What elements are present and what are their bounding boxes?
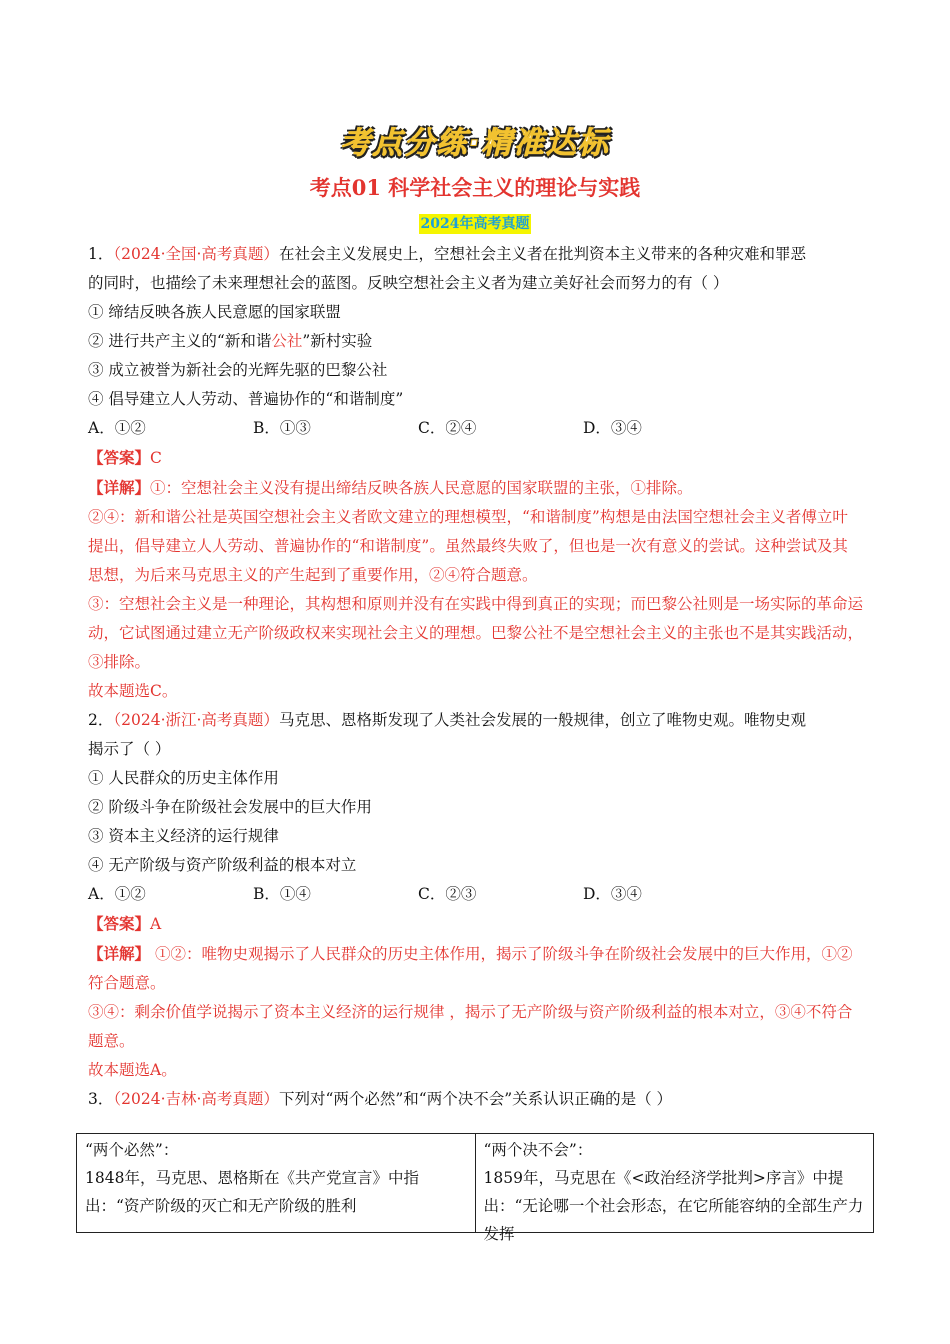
q2-stem-line2: 揭示了（ ） [88, 740, 171, 758]
table-row [77, 1134, 874, 1233]
q3-right-cell-content [483, 1136, 866, 1243]
q3-left-cell [77, 1134, 476, 1233]
q1-option-b: B．①③ [253, 419, 311, 437]
q1-detail-text-1: ①：空想社会主义没有提出缔结反映各族人民意愿的国家联盟的主张，①排除。 [150, 479, 693, 497]
section-banner: 考点分练·精准达标 [340, 126, 610, 161]
q1-answer-tag: 【答案】 [88, 448, 151, 467]
q2-detail-3: 故本题选A。 [88, 1061, 177, 1079]
q2-detail-1 [88, 939, 863, 998]
q1-detail-2: ②④：新和谐公社是英国空想社会主义者欧文建立的理想模型，“和谐制度”构想是由法国空想社会主义者傅立叶提出，倡导建立人人劳动、普遍协作的“和谐制度”。虽然最终失败了，但也是一次有意义的尝试。这种尝试及其思想，为后来马克思主义的产生起到了重要作用，②④符合题意。 [88, 508, 848, 584]
q1-options [88, 414, 863, 443]
question-content [88, 240, 863, 1114]
q1-option-a: A．①② [88, 419, 146, 437]
q1-number: 1． [88, 245, 114, 263]
q1-stem-a: 在社会主义发展史上，空想社会主义者在批判资本主义带来的各种灾难和罪恶 [278, 245, 806, 263]
q3-right-text: 1859年，马克思在《<政治经济学批判>序言》中提出：“无论哪一个社会形态，在它所能容纳的全部生产力发挥 [483, 1169, 864, 1243]
q2-option-b: B．①④ [253, 885, 311, 903]
q1-detail-4: 故本题选C。 [88, 682, 178, 700]
q3-table [76, 1133, 874, 1243]
q2-option-c: C．②③ [418, 885, 477, 903]
q1-detail-1 [88, 473, 863, 503]
q3-right-cell [475, 1134, 874, 1243]
q1-detail-3: ③：空想社会主义是一种理论，其构想和原则并没有在实践中得到真正的实现；而巴黎公社则是一场实际的革命运动，它试图通过建立无产阶级政权来实现社会主义的理想。巴黎公社不是空想社会主义的主张也不是其实践活动，③排除。 [88, 595, 864, 671]
q1-detail-tag: 【详解】 [88, 478, 151, 497]
q3-number: 3． [88, 1090, 114, 1108]
q2-option-d: D．③④ [583, 885, 642, 903]
subtitle-highlight: 2024年高考真题 [420, 216, 530, 232]
q2-answer [88, 909, 863, 939]
q2-item-3: ③ 资本主义经济的运行规律 [88, 827, 279, 845]
q3-left-heading: “两个必然”： [85, 1141, 179, 1159]
q1-stem-line1 [88, 240, 863, 269]
page-title: 考点01 科学社会主义的理论与实践 [309, 175, 641, 200]
q2-stem-line1 [88, 706, 863, 735]
q1-item-2-head: ② 进行共产主义的“新和谐 [88, 332, 272, 350]
q3-stem [88, 1085, 863, 1114]
q2-option-a: A．①② [88, 885, 146, 903]
q1-item-3: ③ 成立被誉为新社会的光辉先驱的巴黎公社 [88, 361, 388, 379]
q3-source: （2024·吉林·高考真题） [113, 1090, 279, 1108]
q2-item-4: ④ 无产阶级与资产阶级利益的根本对立 [88, 856, 357, 874]
q2-stem-a: 马克思、恩格斯发现了人类社会发展的一般规律，创立了唯物史观。唯物史观 [278, 711, 806, 729]
q1-item-2 [88, 327, 863, 356]
q1-source: （2024·全国·高考真题） [113, 245, 279, 263]
q1-item-4: ④ 倡导建立人人劳动、普遍协作的“和谐制度” [88, 390, 404, 408]
q2-answer-value: A [150, 915, 162, 933]
q2-number: 2． [88, 711, 114, 729]
q1-stem-line2: 的同时，也描绘了未来理想社会的蓝图。反映空想社会主义者为建立美好社会而努力的有（ ） [88, 274, 729, 292]
q2-item-2: ② 阶级斗争在阶级社会发展中的巨大作用 [88, 798, 372, 816]
q1-answer [88, 443, 863, 473]
q1-item-1: ① 缔结反映各族人民意愿的国家联盟 [88, 303, 341, 321]
q2-item-1: ① 人民群众的历史主体作用 [88, 769, 279, 787]
q1-item-2-highlight: 公社 [271, 332, 303, 350]
q1-option-d: D．③④ [583, 419, 642, 437]
q3-right-heading: “两个决不会”： [483, 1141, 593, 1159]
q2-detail-2: ③④：剩余价值学说揭示了资本主义经济的运行规律 ，揭示了无产阶级与资产阶级利益的根本对立，③④不符合题意。 [88, 1003, 853, 1050]
q3-left-text: 1848年，马克思、恩格斯在《共产党宣言》中指出：“资产阶级的灭亡和无产阶级的胜利 [85, 1169, 419, 1215]
q2-answer-tag: 【答案】 [88, 914, 151, 933]
subtitle-wrap [0, 213, 950, 234]
q2-options [88, 880, 863, 909]
q2-detail-tag: 【详解】 [88, 944, 151, 963]
q1-item-2-tail: ”新村实验 [302, 332, 373, 350]
q1-option-c: C．②④ [418, 419, 477, 437]
q2-source: （2024·浙江·高考真题） [113, 711, 279, 729]
q3-stem-text: 下列对“两个必然”和“两个决不会”关系认识正确的是（ ） [278, 1090, 673, 1108]
q3-left-cell-content [85, 1136, 467, 1232]
q2-detail-text-1: ①②：唯物史观揭示了人民群众的历史主体作用，揭示了阶级斗争在阶级社会发展中的巨大作用，①②符合题意。 [88, 945, 853, 992]
q1-answer-value: C [150, 449, 162, 467]
